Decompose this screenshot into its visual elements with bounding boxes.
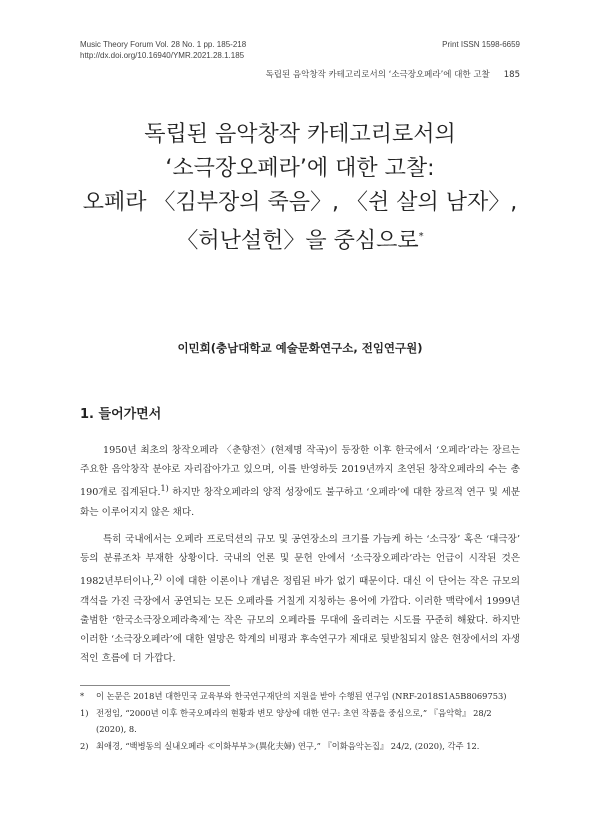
paper-title (60, 118, 540, 258)
footnote-ref-1[interactable]: 1) (160, 484, 169, 494)
author-affiliation: 이민희(충남대학교 예술문화연구소, 전임연구원) (177, 341, 423, 355)
footnote-divider (80, 685, 230, 686)
running-head (266, 68, 520, 80)
footnote-2-mark: 2) (80, 740, 89, 751)
title-line-1: 독립된 음악창작 카테고리로서의 (144, 122, 456, 147)
footnote-1-text: 전정임, “2000년 이후 한국오페라의 현황과 변모 양상에 대한 연구: 초연 작품을 중심으로,” 『음악학』 28/2 (2020), 8. (96, 707, 492, 735)
footnote-2-text: 최애경, “백병동의 실내오페라 ≪이화부부≫(異化夫婦) 연구,” 『이화음악논집』 24/2, (2020), 각주 12. (96, 740, 480, 751)
page-number: 185 (503, 70, 520, 80)
title-line-3: 오페라 〈김부장의 죽음〉, 〈쉰 살의 남자〉, (82, 190, 518, 215)
title-footnote-mark[interactable]: * (418, 231, 424, 242)
body-text (80, 441, 520, 677)
title-line-2: ‘소극장오페라’에 대한 고찰: (165, 156, 435, 181)
footnote-1 (80, 705, 520, 738)
doi-link[interactable]: http://dx.doi.org/10.16940/YMR.2021.28.1.185 (80, 50, 245, 60)
running-title: 독립된 음악창작 카테고리로서의 ‘소극장오페라’에 대한 고찰 (265, 70, 490, 80)
footnotes (80, 688, 520, 754)
footnote-star-text: 이 논문은 2018년 대한민국 교육부와 한국연구재단의 지원을 받아 수행된 연구임 (NRF-2018S1A5B8069753) (96, 691, 507, 701)
paragraph-2: 특히 국내에서는 오페라 프로덕션의 규모 및 공연장소의 크기를 가늠케 하는 ‘소극장’ 혹은 ‘대극장’ 등의 분류조차 부재한 상황이다. 국내의 언론 및 문헌 안에서 ‘소극장오페라’라는 언급이 시작된 것은 1982년부터이나,$^{2)}$ 이에 대한 이론이나 개념은 정립된 바가 없기 때문이다. 대신 이 단어는 작은 규모의 객석을 가진 극장에서 공연되는 모든 오페라를 거칠게 지칭하는 용어에 가깝다. 이러한 맥락에서 1999년 출범한 ‘한국소극장오페라축제’는 작은 규모의 오페라를 무대에 올리려는 시도를 꾸준히 해왔다. 하지만 이러한 ‘소극장오페라’에 대한 열망은 학계의 비평과 후속연구가 제대로 뒷받침되지 않은 현장에서의 자생적인 흐름에 더 가깝다. (80, 534, 520, 665)
footnote-star-mark: * (80, 691, 85, 701)
journal-citation: Music Theory Forum Vol. 28 No. 1 pp. 185-218 (80, 40, 247, 49)
footnote-ref-2[interactable]: 2) (153, 573, 163, 583)
footnote-star (80, 688, 520, 705)
section-heading: 1. 들어가면서 (80, 407, 162, 422)
title-line-4: 〈허난설헌〉을 중심으로 (176, 228, 419, 254)
footnote-1-mark: 1) (80, 707, 89, 718)
issn: Print ISSN 1598-6659 (442, 40, 520, 49)
footnote-2 (80, 738, 520, 755)
journal-info (80, 40, 246, 61)
paragraph-1: 1950년 최초의 창작오페라 〈춘향전〉(현제명 작곡)이 등장한 이후 한국에서 ‘오페라’라는 장르는 주요한 음악창작 분야로 자리잡아가고 있으며, 이를 반영하듯 2019년까지 초연된 창작오페라의 수는 총 190개로 집계된다.$^{1)}$ 하지만 창작오페라의 양적 성장에도 불구하고 ‘오페라’에 대한 장르적 연구 및 세분화는 이루어지지 않은 채다. (80, 445, 520, 518)
